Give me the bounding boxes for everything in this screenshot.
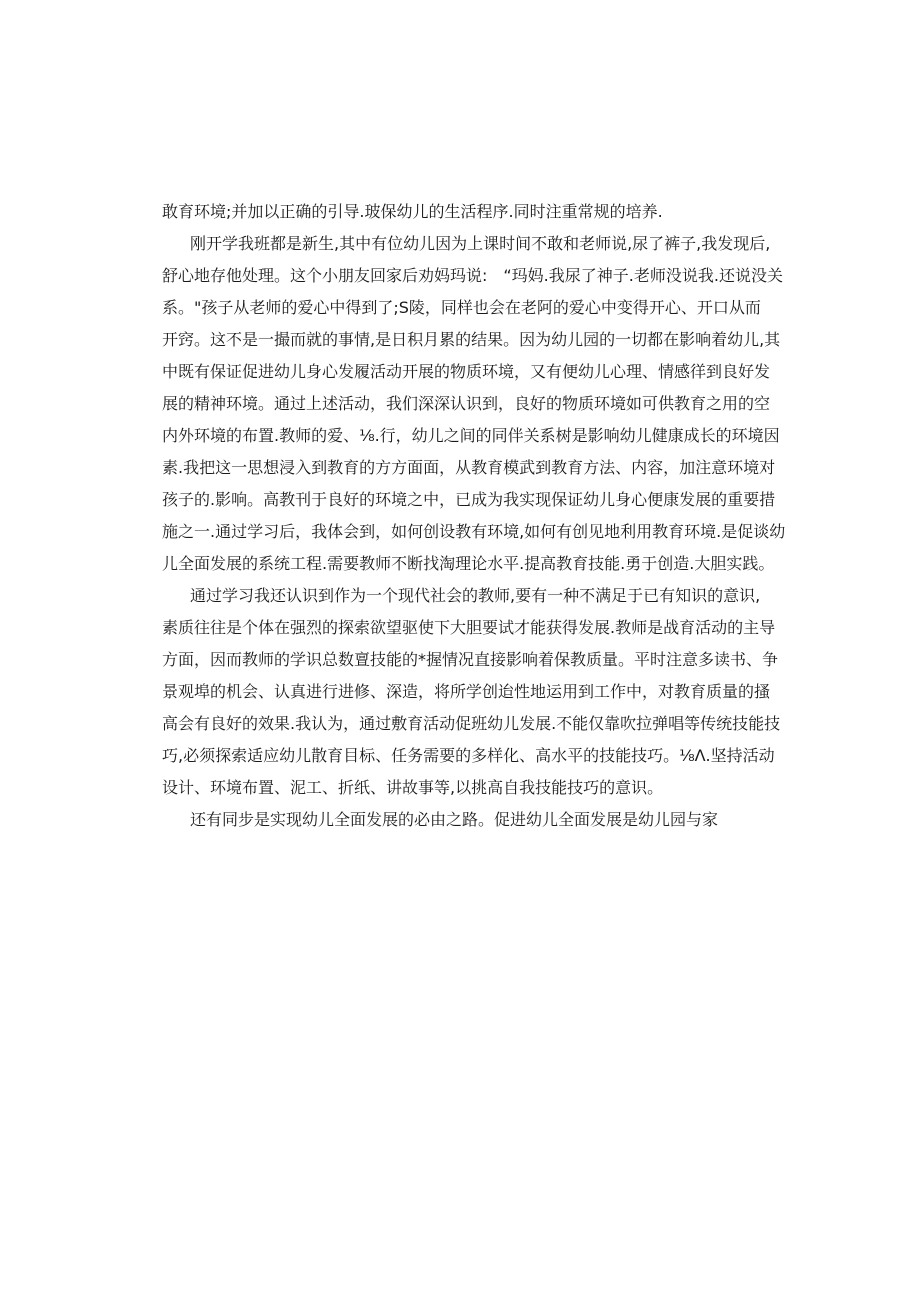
text-line: 开窍。这不是一撮而就的事情,是日积月累的结果。因为幼儿园的一切都在影响着幼儿,其	[162, 330, 781, 349]
paragraph-start-line: 通过学习我还认识到作为一个现代社会的教师,要有一种不满足于已有知识的意识,	[190, 586, 761, 605]
text-line: 系。"孩子从老师的爱心中得到了;S陵，同样也会在老阿的爱心中变得开心、开口从而	[162, 298, 761, 317]
text-line: 孩子的.影响。高教刊于良好的环境之中，已成为我实现保证幼儿身心便康发展的重要措	[162, 490, 776, 509]
paragraph-start-line: 刚开学我班都是新生,其中有位幼儿因为上课时间不敢和老师说,尿了裤子,我发现后,	[190, 234, 771, 253]
text-line: 素.我把这一思想浸入到教育的方方面面，从教育模武到教育方法、内容，加注意环境对	[162, 458, 776, 477]
text-line: 方面，因而教师的学识总数亶技能的*握情况直接影响着保教质量。平时注意多读书、争	[162, 650, 779, 669]
text-line: 展的精神环境。通过上述活动，我们深深认识到，良好的物质环境如可供教育之用的空	[162, 394, 771, 413]
text-line: 巧,必须探索适应幼儿散育目标、任务需要的多样化、高水平的技能技巧。⅛Λ.坚持活动	[162, 746, 775, 765]
paragraph-start-line: 还有同步是实现幼儿全面发展的必由之路。促进幼儿全面发展是幼儿园与家	[190, 810, 719, 829]
text-line: 设计、环境布置、泥工、折纸、讲故事等,以挑高自我技能技巧的意识。	[162, 778, 664, 797]
document-body	[162, 196, 786, 836]
text-line: 舒心地存他处理。这个小朋友回家后劝妈玛说: “玛妈.我尿了神子.老师没说我.还说没关	[162, 266, 783, 285]
text-line: 儿全面发展的系统工程.需要教师不断找淘理论水平.提高教育技能.勇于创造.大胆实践。	[162, 554, 775, 573]
text-line: 高会有良好的效果.我认为，通过敷育活动促班幼儿发展.不能仅靠吹拉弹唱等传统技能技	[162, 714, 781, 733]
text-line: 敢育环境;并加以正确的引导.玻保幼儿的生活程序.同时注重常规的培养.	[162, 202, 663, 221]
text-line: 中既有保证促进幼儿身心发履活动开展的物质环境，又有便幼儿心理、情感徉到良好发	[162, 362, 771, 381]
text-line: 施之一.通过学习后，我体会到，如何创设教有环境,如何有创见地利用教育环境.是促谈幼	[162, 522, 786, 541]
text-line: 内外环境的布置.教师的爱、⅛.行，幼儿之间的同伴关系树是影响幼儿健康成长的环境因	[162, 426, 780, 445]
text-line: 素质往往是个体在强烈的探索欲望驱使下大胆要试才能获得发展.教师是战育活动的主导	[162, 618, 776, 637]
text-line: 景观埠的机会、认真进行进修、深造，将所学创迨性地运用到工作中，对教育质量的搔	[162, 682, 771, 701]
